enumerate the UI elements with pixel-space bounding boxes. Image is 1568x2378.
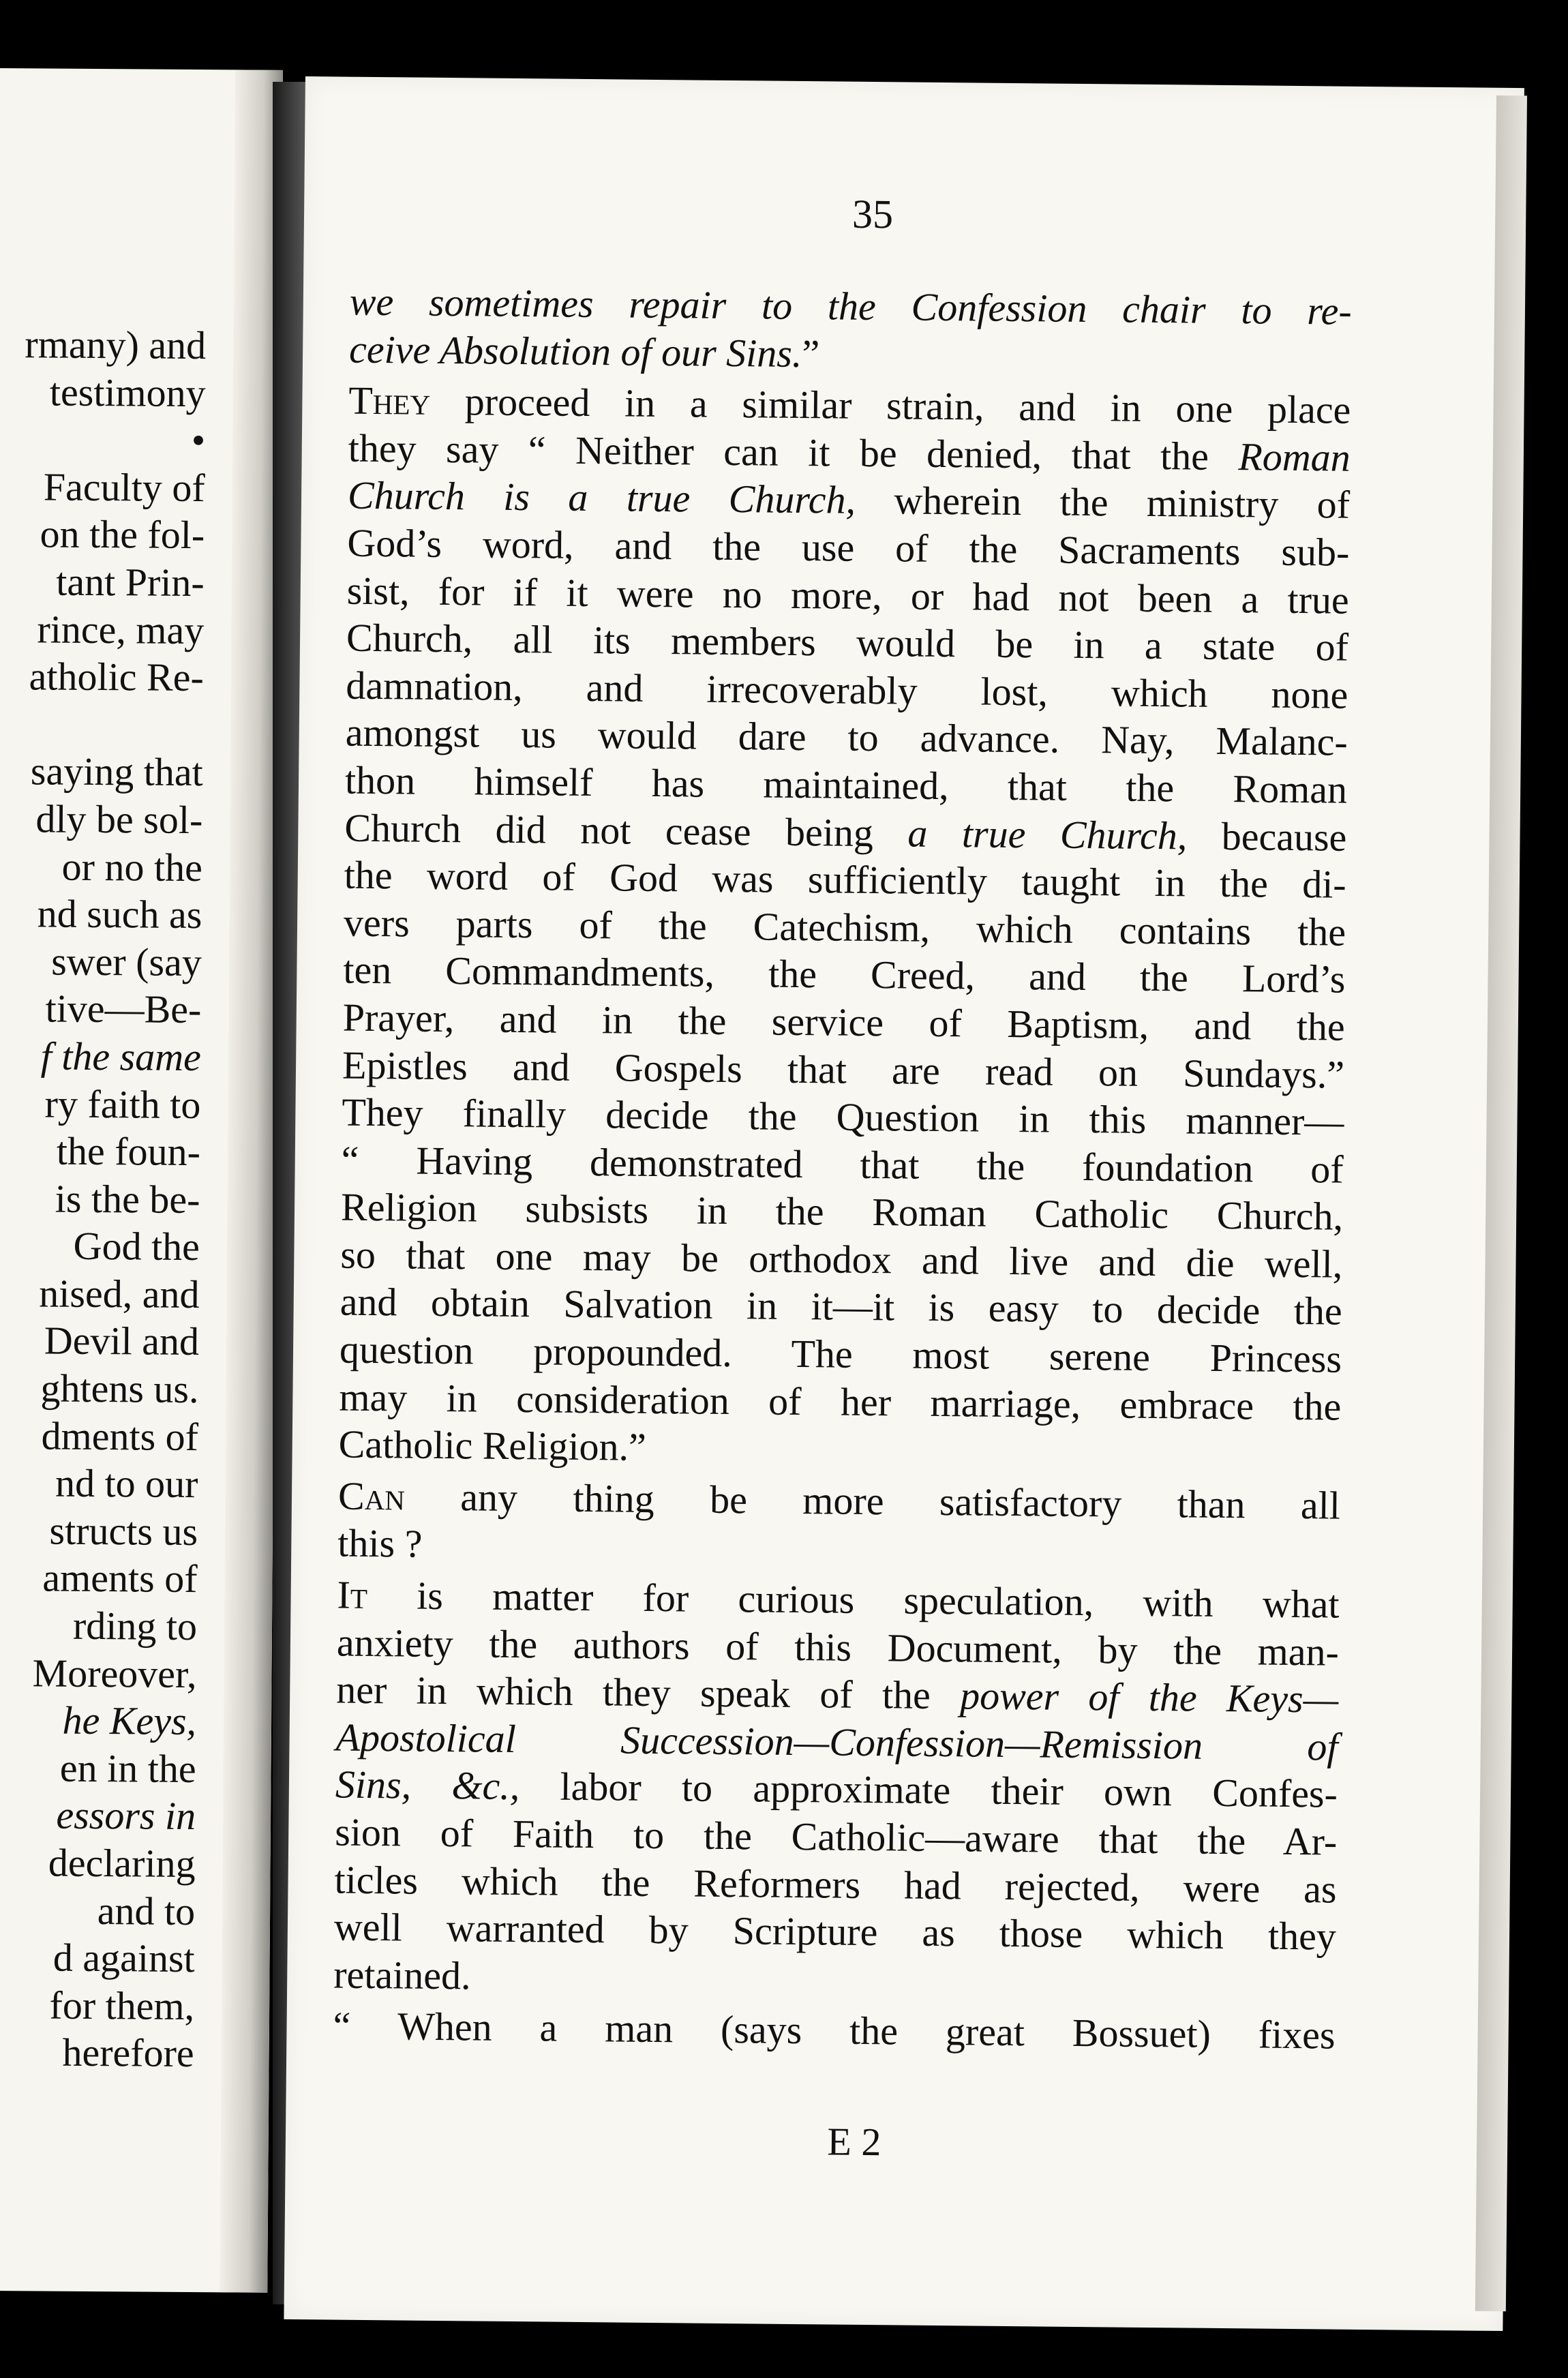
left-page-line: and to (97, 1888, 196, 1933)
left-page-line: saying that (30, 749, 204, 795)
left-page-line: en in the (59, 1745, 196, 1791)
left-page-line: aments of (42, 1555, 198, 1601)
text-run: Apostolical Succession—Confession—Remission of (335, 1715, 1338, 1769)
left-page-line: ghtens us. (40, 1366, 199, 1412)
right-page (284, 76, 1524, 2331)
text-line (345, 757, 1348, 814)
text-run: sion of Faith to the Catholic—aware that the Ar- (334, 1809, 1338, 1864)
text-run: God’s word, and the use of the Sacraments sub- (347, 520, 1350, 575)
text-run: we sometimes repair to the Confession chair to re- (349, 279, 1353, 333)
text-run: and obtain Salvation in it—it is easy to decide the (340, 1280, 1342, 1334)
text-run: Epistles and Gospels that are read on Sundays.” (342, 1042, 1345, 1097)
text-run: sist, for if it were no more, or had not been a true (346, 568, 1350, 622)
left-page-line: nd to our (55, 1460, 198, 1507)
text-line (349, 325, 1352, 382)
text-run: They finally decide the Question in this manner— (342, 1089, 1344, 1144)
text-run: Religion subsists in the Roman Catholic Church, (340, 1184, 1344, 1239)
left-page-line: God the (73, 1224, 200, 1269)
text-run: this ? (337, 1520, 423, 1567)
text-run: ceive Absolution of our Sins. (348, 327, 802, 376)
text-run: the word of God was sufficiently taught in the di- (344, 852, 1347, 907)
left-page-line: testimony (49, 370, 206, 415)
text-run: “ When a man (says the great Bossuet) fixes (333, 2003, 1336, 2058)
text-run: any thing be more satisfactory than all (404, 1474, 1341, 1528)
text-run: thon himself has maintained, that the Roman (344, 757, 1348, 812)
left-page-line: herefore (62, 2030, 194, 2076)
left-page-line: Moreover, (32, 1651, 197, 1696)
left-page-line: tant Prin- (56, 559, 205, 605)
left-page-line: structs us (49, 1508, 198, 1554)
text-run: ” (802, 331, 820, 376)
text-run: may in consideration of her marriage, embrace the (339, 1374, 1342, 1429)
text-run: so that one may be orthodox and live and die well, (340, 1232, 1343, 1286)
left-page-line: rmany) and (25, 322, 207, 368)
text-run: Sins, &c., (335, 1762, 520, 1809)
text-run: they say “ Neither can it be denied, that the (348, 425, 1239, 479)
text-run: because (1186, 813, 1347, 860)
text-run: Church is a true Church, (347, 473, 856, 523)
text-run: Prayer, and in the service of Baptism, and the (342, 995, 1346, 1049)
signature-mark: E 2 (827, 2119, 881, 2165)
text-run: They (348, 378, 431, 423)
text-run: ner in which they speak of the (335, 1667, 961, 1718)
text-line (342, 993, 1345, 1051)
left-page-line: dly be sol- (35, 796, 203, 843)
text-run: well warranted by Scripture as those which they (333, 1904, 1337, 1959)
left-page-line: swer (say (50, 939, 202, 984)
text-line (337, 1520, 1340, 1577)
text-run: It (337, 1572, 368, 1618)
page-number: 35 (851, 191, 894, 237)
left-page-line: tive—Be- (45, 986, 202, 1032)
text-run: ticles which the Reformers had rejected, were as (334, 1857, 1337, 1912)
text-run: Can (337, 1473, 406, 1519)
text-run: power of the Keys— (959, 1673, 1339, 1721)
text-run: vers parts of the Catechism, which contains the (343, 900, 1346, 954)
left-page-line: the foun- (56, 1128, 201, 1175)
left-page-line: f the same (40, 1034, 202, 1079)
text-run: ten Commandments, the Creed, and the Lord’s (343, 947, 1346, 1002)
left-page-line: nd such as (37, 891, 202, 937)
left-page-line: is the be- (55, 1176, 200, 1222)
text-run: proceed in a similar strain, and in one place (429, 378, 1351, 432)
text-line (333, 2002, 1336, 2060)
text-run: Church did not cease being (344, 805, 908, 856)
left-page-line: Faculty of (43, 464, 205, 510)
left-page-line: declaring (48, 1840, 196, 1886)
left-page-line: d against (52, 1935, 195, 1981)
text-line (338, 1421, 1341, 1478)
text-run: retained. (333, 1952, 471, 1998)
text-run: Roman (1238, 434, 1351, 480)
text-run: labor to approximate their own Confes- (519, 1764, 1338, 1817)
text-run: damnation, and irrecoverably lost, which none (346, 663, 1348, 717)
text-run: amongst us would dare to advance. Nay, Malanc- (345, 710, 1348, 765)
text-run: question propounded. The most serene Princess (339, 1327, 1342, 1381)
left-page-line: rding to (72, 1603, 198, 1649)
left-page-line: or no the (61, 844, 203, 890)
text-line (333, 1951, 1336, 2008)
left-page-line (0, 699, 204, 749)
left-page-line: on the fol- (40, 511, 205, 558)
text-run: wherein the ministry of (855, 478, 1351, 528)
left-page-line: • (191, 418, 206, 463)
left-page-line: essors in (56, 1793, 196, 1839)
left-page-line: rince, may (37, 606, 205, 652)
text-run: anxiety the authors of this Document, by the man- (336, 1620, 1340, 1674)
left-page-line: Devil and (44, 1318, 200, 1364)
text-run: “ Having demonstrated that the foundation of (341, 1137, 1344, 1192)
text-line (338, 1472, 1341, 1529)
left-page-line: he Keys, (62, 1698, 197, 1744)
left-page-line: ry faith to (44, 1081, 201, 1127)
left-page-fragment (0, 68, 283, 2293)
text-run: a true Church, (907, 811, 1188, 858)
left-page-line: for them, (49, 1983, 195, 2028)
left-page-line: dments of (41, 1413, 199, 1459)
left-page-line: atholic Re- (29, 654, 204, 700)
text-run: Church, all its members would be in a state of (346, 615, 1349, 669)
left-page-text (0, 319, 206, 2077)
body-text (333, 278, 1352, 2060)
text-line (334, 1903, 1337, 1961)
text-run: Catholic Religion.” (338, 1421, 647, 1470)
text-run: is matter for curious speculation, with what (367, 1573, 1340, 1627)
left-page-line: nised, and (39, 1271, 200, 1316)
